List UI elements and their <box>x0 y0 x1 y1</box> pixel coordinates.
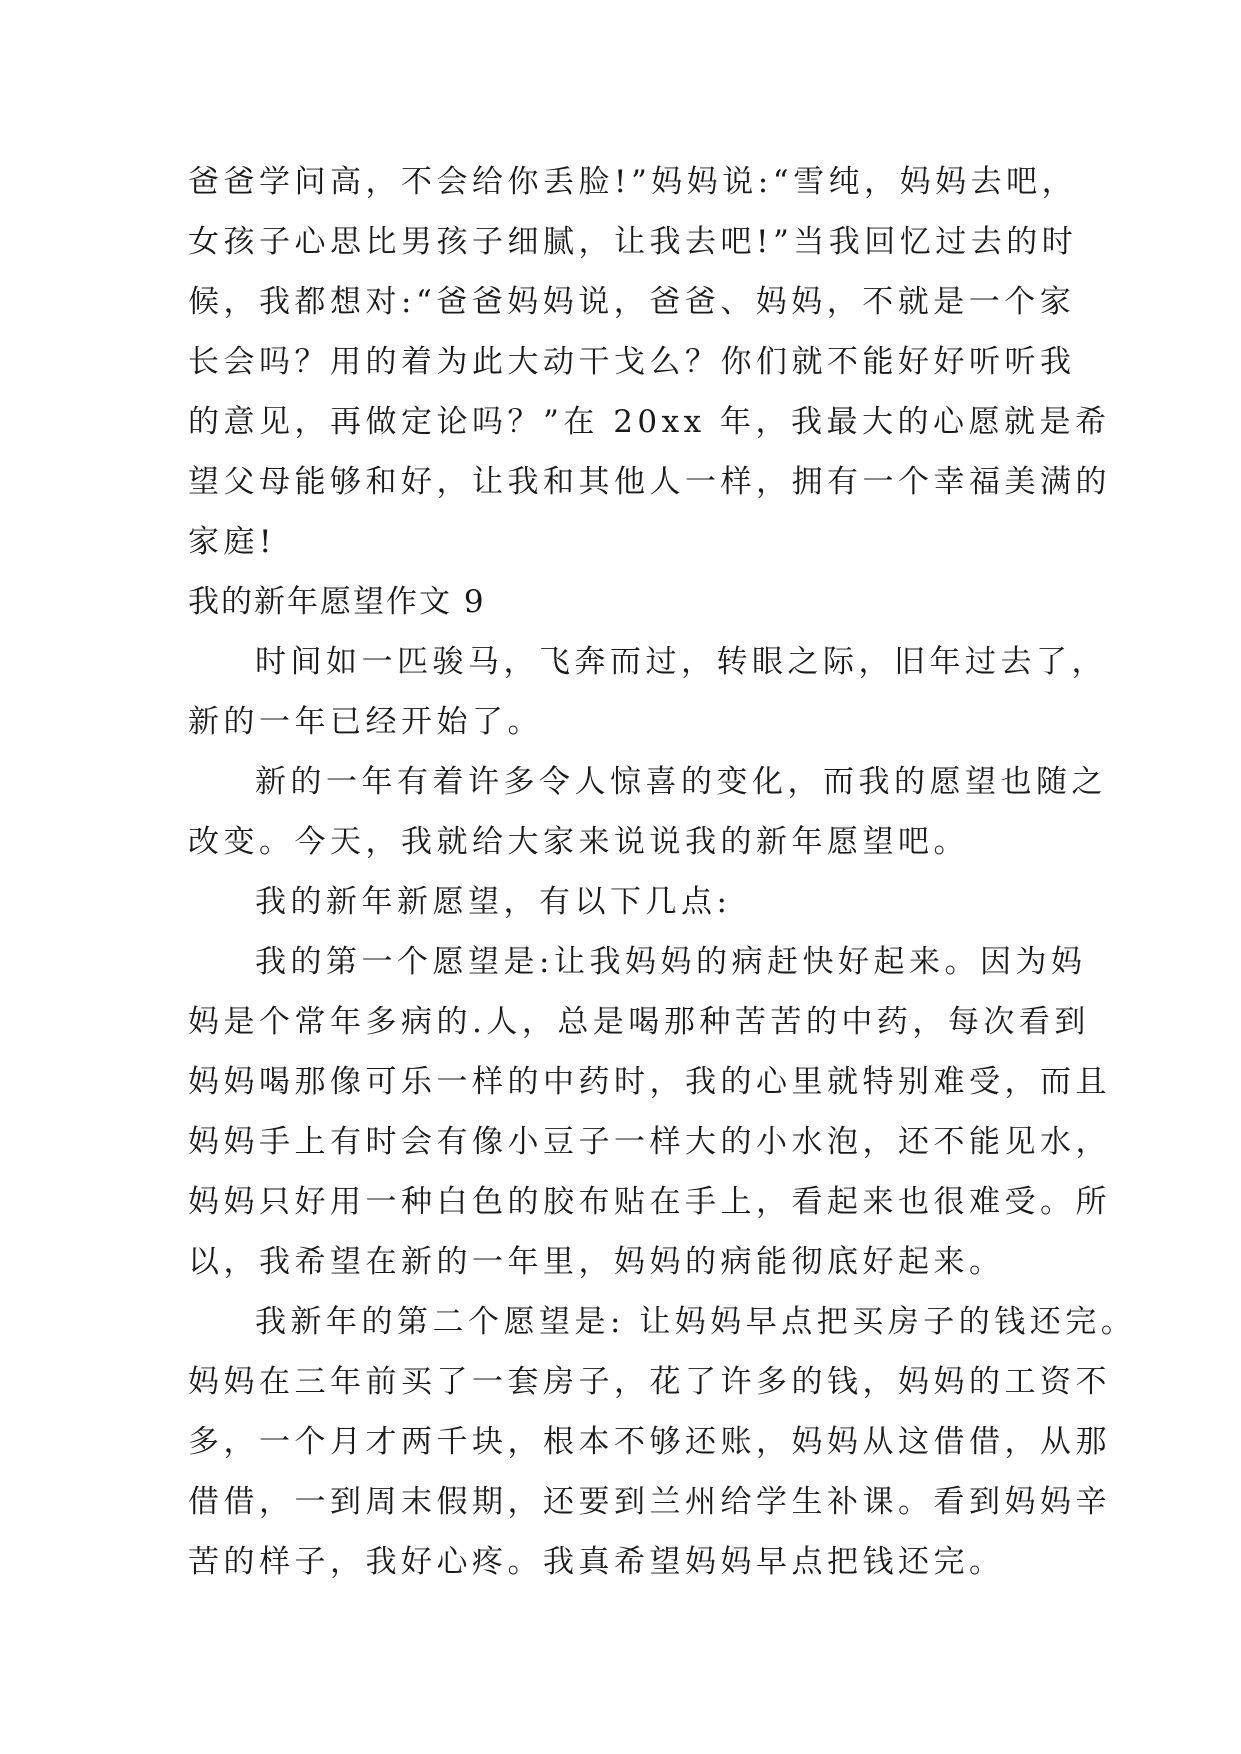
text-line: 妈妈只好用一种白色的胶布贴在手上，看起来也很难受。所 <box>188 1184 1111 1220</box>
text-column <box>188 152 1137 1592</box>
text-line: 多，一个月才两千块，根本不够还账，妈妈从这借借，从那 <box>188 1424 1111 1460</box>
section-heading: 我的新年愿望作文 9 <box>188 584 486 620</box>
text-line: 妈妈在三年前买了一套房子，花了许多的钱，妈妈的工资不 <box>188 1364 1111 1400</box>
paragraph <box>188 872 1073 932</box>
text-line: 望父母能够和好，让我和其他人一样，拥有一个幸福美满的 <box>188 464 1111 500</box>
text-line: 以，我希望在新的一年里，妈妈的病能彻底好起来。 <box>188 1244 1005 1280</box>
text-line: 妈妈喝那像可乐一样的中药时，我的心里就特别难受，而且 <box>188 1064 1111 1100</box>
paragraph <box>188 1292 1137 1592</box>
text-line: 时间如一匹骏马，飞奔而过，转眼之际，旧年过去了， <box>255 644 1107 680</box>
continued-paragraph <box>188 152 1111 572</box>
text-line: 我的新年新愿望，有以下几点: <box>255 884 732 920</box>
text-line: 妈是个常年多病的.人，总是喝那种苦苦的中药，每次看到 <box>188 1004 1090 1040</box>
text-line: 苦的样子，我好心疼。我真希望妈妈早点把钱还完。 <box>188 1544 1005 1580</box>
paragraph <box>188 932 1111 1292</box>
text-line: 改变。今天，我就给大家来说说我的新年愿望吧。 <box>188 824 969 860</box>
text-line: 的意见，再做定论吗？”在 20xx 年，我最大的心愿就是希 <box>188 404 1111 440</box>
text-line: 家庭! <box>188 524 276 560</box>
paragraph <box>188 632 1107 752</box>
text-line: 妈妈手上有时会有像小豆子一样大的小水泡，还不能见水， <box>188 1124 1111 1160</box>
text-line: 我的第一个愿望是:让我妈妈的病赶快好起来。因为妈 <box>255 944 1087 980</box>
text-line: 我新年的第二个愿望是: 让妈妈早点把买房子的钱还完。 <box>255 1304 1137 1340</box>
text-line: 爸爸学问高，不会给你丢脸!”妈妈说:“雪纯，妈妈去吧， <box>188 164 1078 200</box>
text-line: 新的一年已经开始了。 <box>188 704 543 740</box>
text-line: 长会吗？用的着为此大动干戈么？你们就不能好好听听我 <box>188 344 1076 380</box>
text-line: 借借，一到周末假期，还要到兰州给学生补课。看到妈妈辛 <box>188 1484 1111 1520</box>
text-line: 女孩子心思比男孩子细腻，让我去吧!”当我回忆过去的时 <box>188 224 1078 260</box>
text-line: 新的一年有着许多令人惊喜的变化，而我的愿望也随之 <box>255 764 1107 800</box>
paragraph <box>188 752 1107 872</box>
text-line: 候，我都想对:“爸爸妈妈说，爸爸、妈妈，不就是一个家 <box>188 284 1076 320</box>
